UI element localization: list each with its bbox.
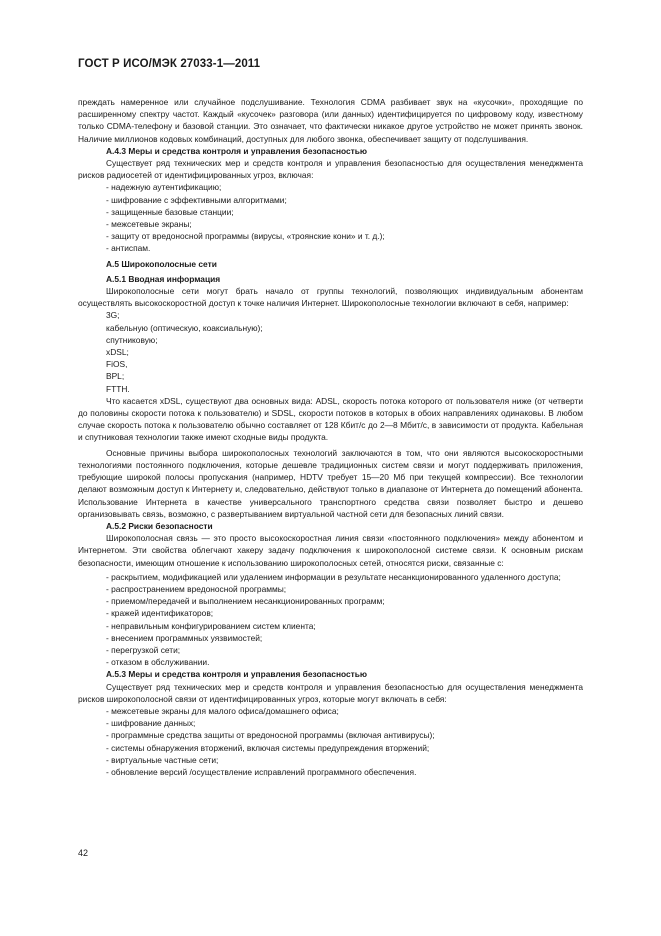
list-item: - внесением программных уязвимостей; <box>106 632 263 643</box>
section-heading-a5: А.5 Широкополосные сети <box>106 258 217 269</box>
list-item: - распространением вредоносной программы; <box>106 583 287 594</box>
list-item: - неправильным конфигурированием систем клиента; <box>106 620 316 631</box>
section-a53-paragraph: Существует ряд технических мер и средств контроля и управления безопасностью для осуществления менеджмента рисков широкополосной связи от идентифицированных угроз, которые могут включать в себя: <box>78 681 583 704</box>
document-title: ГОСТ Р ИСО/МЭК 27033-1—2011 <box>78 58 261 70</box>
list-item: - защиту от вредоносной программы (вирусы, «троянские кони» и т. д.); <box>106 231 385 242</box>
section-heading-a52: А.5.2 Риски безопасности <box>106 520 213 531</box>
list-item: - межсетевые экраны; <box>106 219 192 230</box>
list-item: - кражей идентификаторов; <box>106 608 214 619</box>
section-a51-paragraph: Широкополосные сети могут брать начало от группы технологий, позволяющих индивидуальным абонентам осуществлять высокоскоростной доступ к точке наличия Интернет. Широкополосные технологии включают в себя, например: <box>78 286 583 309</box>
section-a52-paragraph: Широкополосная связь — это просто высокоскоростная линия связи «постоянного подключения» между абонентом и Интернетом. Эти свойства облегчают хакеру задачу подключения к широкополосной системе связи. К основным рискам безопасности, имеющим отношение к использованию широкополосных сетей, относятся риски, связанные с: <box>78 533 583 568</box>
list-item: - системы обнаружения вторжений, включая системы предупреждения вторжений; <box>106 742 430 753</box>
section-a52-list <box>78 571 583 669</box>
section-heading-a43: А.4.3 Меры и средства контроля и управления безопасностью <box>106 145 368 156</box>
list-item: - программные средства защиты от вредоносной программы (включая антивирусы); <box>106 730 435 741</box>
list-item: - перегрузкой сети; <box>106 644 181 655</box>
list-item: - надежную аутентификацию; <box>106 182 222 193</box>
section-a43-list <box>78 181 583 254</box>
section-heading-a51: А.5.1 Вводная информация <box>106 273 221 284</box>
list-item: xDSL; <box>106 347 129 358</box>
list-item: спутниковую; <box>106 334 158 345</box>
list-item: - обновление версий /осуществление исправлений программного обеспечения. <box>106 766 417 777</box>
list-item: - отказом в обслуживании. <box>106 657 210 668</box>
list-item: 3G; <box>106 310 120 321</box>
list-item: кабельную (оптическую, коаксиальную); <box>106 322 263 333</box>
section-a51-list <box>78 309 583 394</box>
section-a51-paragraph-2: Что касается xDSL, существуют два основных вида: ADSL, скорость потока которого от пользователя ниже (от четверти до половины скорости потока к пользователю) и SDSL, скорости потоков в которых в обоих направлениях одинаковы. В любом случае скорость потока к пользователю обычно составляет от 128 Кбит/с до 2—8 Мбит/с, в зависимости от продукта. Кабельная и спутниковая технологии также имеют сходные виды продукта. <box>78 395 583 443</box>
list-item: BPL; <box>106 371 125 382</box>
page-number: 42 <box>78 848 89 858</box>
document-body <box>78 96 583 778</box>
list-item: - защищенные базовые станции; <box>106 206 234 217</box>
section-a51-paragraph-3: Основные причины выбора широкополосных технологий заключаются в том, что они являются высокоскоростными технологиями постоянного подключения, которые дешевле традиционных систем связи и могут поддерживать приложения, требующие широкой полосы пропускания (например, HDTV требует 15—20 Мб при текущей компрессии). Все технологии делают возможным доступ к Интернету и, следовательно, действуют только в диапазоне от Интернета до помещений абонента. Использование Интернета в качестве универсального транспортного средства связи позволяет быстро и дешево организовывать связь, возможно, с развертыванием виртуальной частной сети для безопасных линий связи. <box>78 447 583 519</box>
list-item: - приемом/передачей и выполнением несанкционированных программ; <box>106 596 385 607</box>
intro-paragraph: преждать намеренное или случайное подслушивание. Технология CDMA разбивает звук на «кусочки», проходящие по расширенному спектру частот. Каждый «кусочек» разговора (или данных) идентифицируется по цифровому коду, известному только CDMA-телефону и базовой станции. Это означает, что фактически никакое другое устройство не может принять звонок. Наличие миллионов кодовых комбинаций, доступных для любого звонка, обеспечивает защиту от подслушивания. <box>78 97 583 144</box>
list-item: - шифрование с эффективными алгоритмами; <box>106 194 287 205</box>
list-item: - виртуальные частные сети; <box>106 754 219 765</box>
list-item: FTTH. <box>106 383 130 394</box>
list-item: - антиспам. <box>106 243 151 254</box>
list-item: - шифрование данных; <box>106 718 196 729</box>
list-item: - межсетевые экраны для малого офиса/домашнего офиса; <box>106 705 339 716</box>
section-a53-list <box>78 705 583 778</box>
list-item: FiOS, <box>106 359 128 370</box>
list-item: - раскрытием, модификацией или удалением информации в результате несанкционированного удаленного доступа; <box>106 571 561 582</box>
section-a43-paragraph: Существует ряд технических мер и средств контроля и управления безопасностью для осуществления менеджмента рисков радиосетей от идентифицированных угроз, включая: <box>78 158 583 181</box>
section-heading-a53: А.5.3 Меры и средства контроля и управления безопасностью <box>106 669 368 680</box>
